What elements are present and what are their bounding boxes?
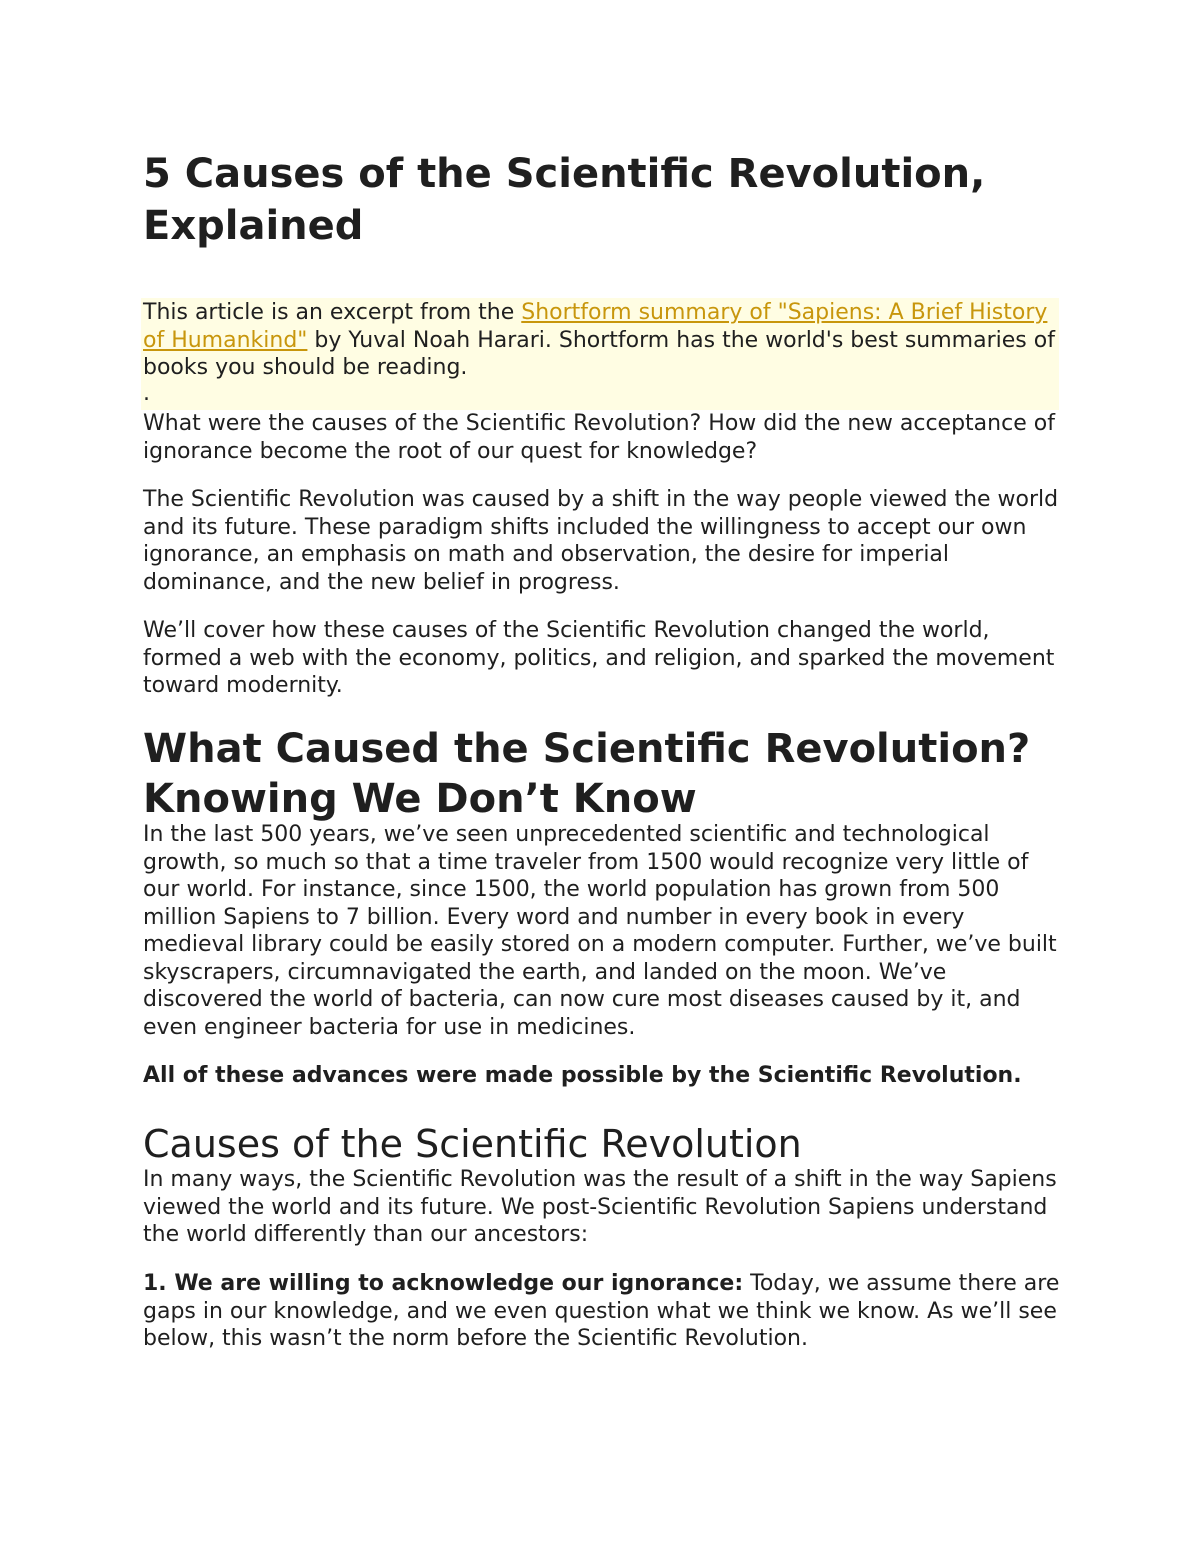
paragraph-coverage: We’ll cover how these causes of the Scientific Revolution changed the world, formed a web with the economy, politics, and religion, and sparked the movement toward modernity. xyxy=(143,618,1055,698)
cause-point-1 xyxy=(143,1270,1063,1353)
paragraph-shift: In many ways, the Scientific Revolution was the result of a shift in the way Sapiens viewed the world and its future. We post-Scientific Revolution Sapiens understand the world differently than our ancestors: xyxy=(143,1167,1057,1247)
excerpt-suffix: by Yuval Noah Harari. Shortform has the world's best summaries of books you should be reading. xyxy=(143,327,1055,380)
shortform-summary-link[interactable]: Shortform summary of "Sapiens: A Brief History of Humankind" xyxy=(143,300,1048,353)
intro-question: What were the causes of the Scientific Revolution? How did the new acceptance of ignorance become the root of our quest for knowledge? xyxy=(143,411,1055,464)
section-heading-knowing: What Caused the Scientific Revolution? Knowing We Don’t Know xyxy=(143,726,1031,822)
excerpt-prefix: This article is an excerpt from the xyxy=(143,300,522,325)
paragraph-growth: In the last 500 years, we’ve seen unprecedented scientific and technological growth, so much so that a time traveler from 1500 would recognize very little of our world. For instance, since 1500, the world population has grown from 500 million Sapiens to 7 billion. Every word and number in every book in every medieval library could be easily stored on a modern computer. Further, we’ve built skyscrapers, circumnavigated the earth, and landed on the moon. We’ve discovered the world of bacteria, can now cure most diseases caused by it, and even engineer bacteria for use in medicines. xyxy=(143,822,1057,1040)
section-heading-causes: Causes of the Scientific Revolution xyxy=(143,1122,802,1166)
cause-point-1-text: Today, we assume there are gaps in our knowledge, and we even question what we think we know. As we’ll see below, this wasn’t the norm before the Scientific Revolution. xyxy=(143,1271,1060,1351)
cause-point-1-label: 1. We are willing to acknowledge our ignorance: xyxy=(143,1271,744,1296)
article-title: 5 Causes of the Scientific Revolution, Explained xyxy=(143,151,986,249)
bold-statement: All of these advances were made possible by the Scientific Revolution. xyxy=(143,1063,1022,1088)
excerpt-note xyxy=(143,299,1063,382)
excerpt-dot: . xyxy=(143,381,150,406)
paragraph-causes-summary: The Scientific Revolution was caused by a shift in the way people viewed the world and its future. These paradigm shifts included the willingness to accept our own ignorance, an emphasis on math and observation, the desire for imperial dominance, and the new belief in progress. xyxy=(143,487,1059,595)
